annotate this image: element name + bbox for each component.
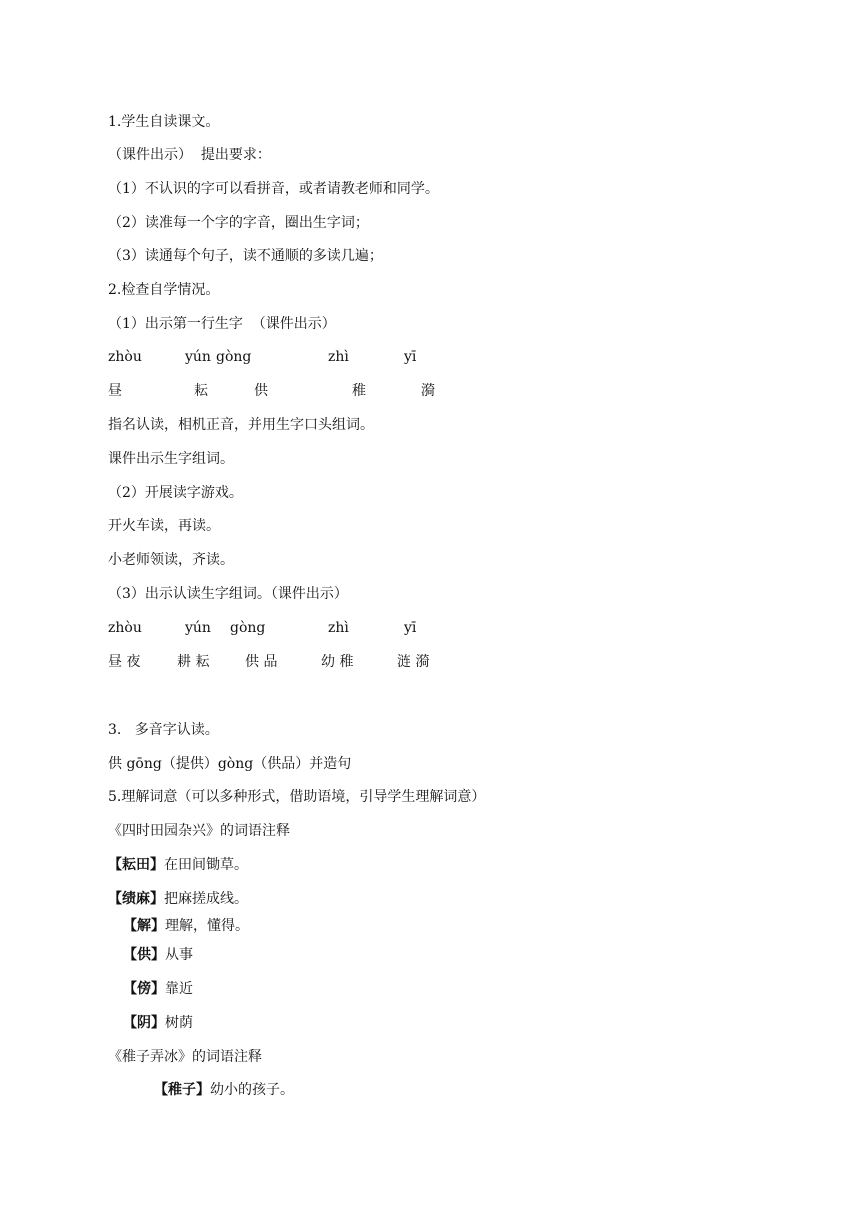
pinyin-2-5: yī xyxy=(404,620,417,636)
read-and-correct: 指名认读，相机正音，并用生字口头组词。 xyxy=(108,417,374,433)
gloss-2-term: 【绩麻】 xyxy=(108,891,164,907)
gloss-3-term: 【解】 xyxy=(123,918,165,934)
pinyin-1-1: zhòu xyxy=(108,349,142,365)
pinyin-1-5: yī xyxy=(404,349,417,365)
train-reading: 开火车读，再读。 xyxy=(108,518,220,534)
gloss-2 xyxy=(108,890,248,908)
word-2-5: 涟 漪 xyxy=(397,654,430,670)
gloss-5-def: 靠近 xyxy=(165,981,193,997)
gloss-5 xyxy=(123,980,193,998)
word-2-3: 供 品 xyxy=(245,654,278,670)
poem-1-glossary-title: 《四时田园杂兴》的词语注释 xyxy=(108,823,290,839)
step-3-heading: 3. 多音字认读。 xyxy=(108,722,219,738)
gloss-1-def: 在田间锄草。 xyxy=(164,857,248,873)
pinyin-2-3: gòng xyxy=(230,620,266,636)
requirement-2: （2）读准每一个字的字音，圈出生字词； xyxy=(108,215,369,231)
char-1-5: 漪 xyxy=(421,383,435,399)
poem-2-glossary-title: 《稚子弄冰》的词语注释 xyxy=(108,1049,262,1065)
word-2-4: 幼 稚 xyxy=(321,654,354,670)
polyphone-line: 供 gōng（提供）gòng（供品）并造句 xyxy=(108,756,352,772)
gloss-1 xyxy=(108,856,248,874)
show-word-groups-2: （3）出示认读生字组词。（课件出示） xyxy=(108,586,348,602)
gloss-4 xyxy=(123,946,193,964)
pinyin-2-2: yún xyxy=(185,620,211,636)
gloss-7-term: 【稚子】 xyxy=(154,1082,210,1098)
pinyin-1-4: zhì xyxy=(328,349,349,365)
show-first-row: （1）出示第一行生字 （课件出示） xyxy=(108,316,336,332)
gloss-4-term: 【供】 xyxy=(123,947,165,963)
gloss-7 xyxy=(154,1081,294,1099)
show-word-groups: 课件出示生字组词。 xyxy=(108,451,234,467)
step-2-heading: 2.检查自学情况。 xyxy=(108,282,220,298)
gloss-4-def: 从事 xyxy=(165,947,193,963)
gloss-5-term: 【傍】 xyxy=(123,981,165,997)
gloss-3-def: 理解，懂得。 xyxy=(165,918,249,934)
pinyin-2-1: zhòu xyxy=(108,620,142,636)
gloss-2-def: 把麻搓成线。 xyxy=(164,891,248,907)
char-1-1: 昼 xyxy=(108,383,122,399)
pinyin-1-2: yún xyxy=(185,349,211,365)
char-1-4: 稚 xyxy=(352,383,366,399)
gloss-1-term: 【耘田】 xyxy=(108,857,164,873)
gloss-6-def: 树荫 xyxy=(165,1015,193,1031)
step-1-heading: 1.学生自读课文。 xyxy=(108,114,220,130)
char-1-2: 耘 xyxy=(194,383,208,399)
little-teacher-reading: 小老师领读，齐读。 xyxy=(108,552,234,568)
requirement-3: （3）读通每个句子，读不通顺的多读几遍； xyxy=(108,248,383,264)
reading-game: （2）开展读字游戏。 xyxy=(108,485,243,501)
courseware-requirements: （课件出示） 提出要求： xyxy=(108,147,271,163)
gloss-6-term: 【阴】 xyxy=(123,1015,165,1031)
pinyin-2-4: zhì xyxy=(328,620,349,636)
gloss-6 xyxy=(123,1014,193,1032)
step-5-heading: 5.理解词意（可以多种形式，借助语境，引导学生理解词意） xyxy=(108,789,486,805)
gloss-7-def: 幼小的孩子。 xyxy=(210,1082,294,1098)
requirement-1: （1）不认识的字可以看拼音，或者请教老师和同学。 xyxy=(108,181,439,197)
gloss-3 xyxy=(123,917,249,935)
pinyin-1-3: gòng xyxy=(216,349,252,365)
word-2-1: 昼 夜 xyxy=(108,654,141,670)
char-1-3: 供 xyxy=(254,383,268,399)
word-2-2: 耕 耘 xyxy=(177,654,210,670)
